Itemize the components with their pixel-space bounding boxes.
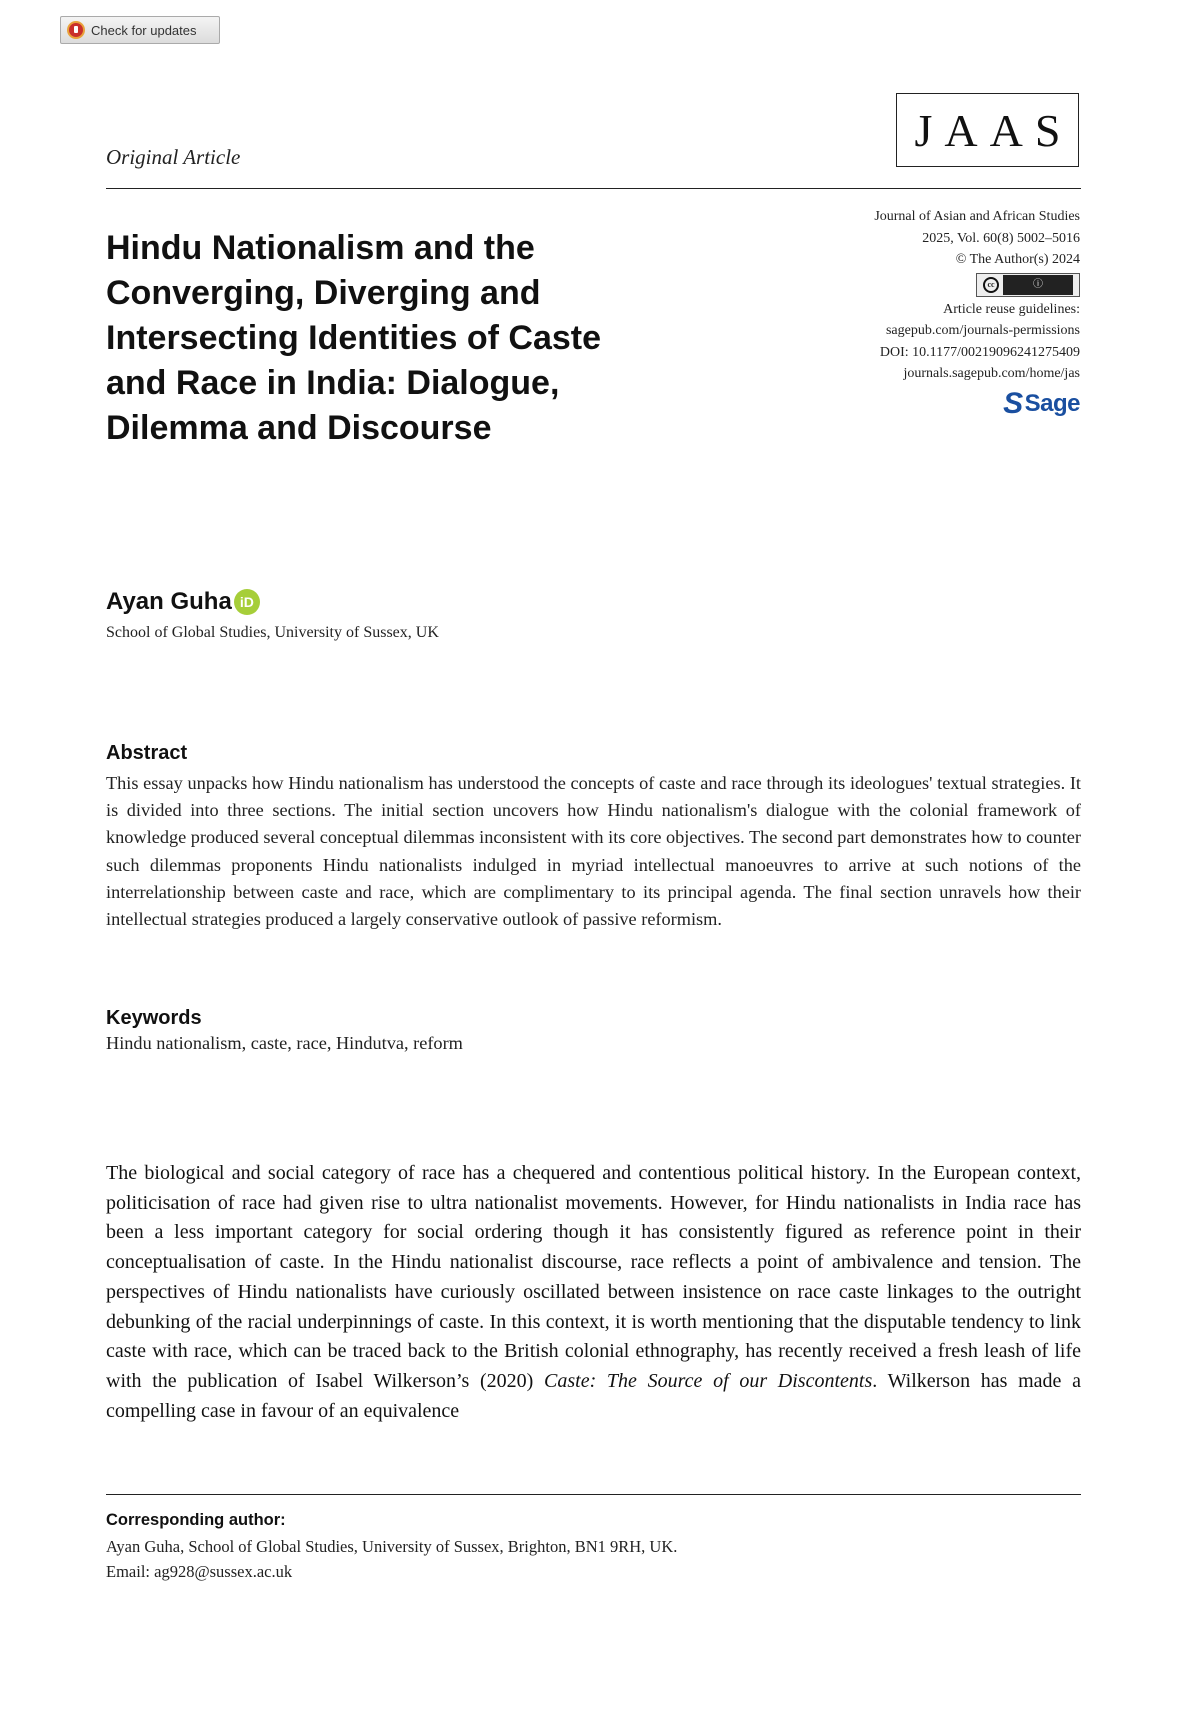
body-paragraph [106, 1159, 1081, 1426]
book-title: Caste: The Source of our Discontents [544, 1369, 873, 1392]
cc-by-icon: ⓘ [1003, 275, 1073, 295]
copyright: © The Author(s) 2024 [955, 252, 1080, 267]
header-divider [106, 188, 1081, 189]
author-line [106, 588, 260, 616]
abstract-heading: Abstract [106, 742, 188, 764]
keywords-heading: Keywords [106, 1007, 202, 1029]
reuse-guidelines-label: Article reuse guidelines: [943, 301, 1080, 317]
journal-url[interactable]: journals.sagepub.com/home/jas [903, 366, 1080, 381]
doi[interactable]: DOI: 10.1177/00219096241275409 [879, 344, 1080, 360]
author-affiliation: School of Global Studies, University of Sussex, UK [106, 624, 439, 641]
journal-volume: 2025, Vol. 60(8) 5002–5016 [922, 230, 1080, 246]
cc-license-badge[interactable] [976, 273, 1080, 297]
sage-s-icon: S [1003, 386, 1023, 420]
article-type: Original Article [106, 145, 241, 169]
check-updates-label: Check for updates [91, 22, 197, 38]
sage-logo [1003, 386, 1080, 420]
corresponding-author-address: Ayan Guha, School of Global Studies, University of Sussex, Brighton, BN1 9RH, UK. [106, 1537, 678, 1556]
journal-metadata [874, 206, 1080, 420]
abstract-text: This essay unpacks how Hindu nationalism has understood the concepts of caste and race through its ideologues' textual strategies. It is divided into three sections. The initial section uncovers how Hindu nationalism's dialogue with the colonial framework of knowledge produced several conceptual dilemmas inconsistent with its core objectives. The second part demonstrates how to counter such dilemmas proponents Hindu nationalists indulged in myriad intellectual manoeuvres to arrive at such notions of the interrelationship between caste and race, which are complimentary to its principal agenda. The final section unravels how their intellectual strategies produced a largely conservative outlook of passive reformism. [106, 773, 1081, 930]
keywords-list: Hindu nationalism, caste, race, Hindutva, reform [106, 1033, 463, 1053]
orcid-icon[interactable]: iD [234, 589, 260, 615]
journal-name: Journal of Asian and African Studies [874, 209, 1080, 224]
reuse-guidelines-link[interactable]: sagepub.com/journals-permissions [885, 323, 1080, 338]
crossmark-icon [67, 21, 85, 39]
sage-logo-text: Sage [1024, 389, 1080, 417]
corresponding-author-heading: Corresponding author: [106, 1511, 286, 1529]
author-name: Ayan Guha [106, 588, 232, 615]
footnote-divider [106, 1494, 1081, 1495]
body-text-end: . Wilkerson has made a compelling case in favour of an equivalence [106, 1369, 1081, 1422]
cc-icon: cc [983, 277, 999, 293]
body-text-start: The biological and social category of race has a chequered and contentious political history. In the European context, politicisation of race had given rise to ultra nationalist movements. However, for Hindu nationalists in India race has been a less important category for social ordering though it has consistently figured as reference point in their conceptualisation of caste. In the Hindu nationalist discourse, race reflects a point of ambivalence and tension. The perspectives of Hindu nationalists have curiously oscillated between insistence on race caste linkages to the outright debunking of the racial underpinnings of caste. In this context, it is worth mentioning that the disputable tendency to link caste with race, which can be traced back to the British colonial ethnography, has recently received a fresh leash of life with the publication of Isabel Wilkerson’s (2020) [106, 1162, 1081, 1392]
corresponding-author-email[interactable]: Email: ag928@sussex.ac.uk [106, 1562, 293, 1581]
article-title: Hindu Nationalism and the Converging, Diverging and Intersecting Identities of Caste and Race in India: Dialogue, Dilemma and Discourse [106, 229, 601, 447]
check-for-updates-button[interactable] [60, 16, 220, 44]
journal-logo: JAAS [896, 93, 1079, 167]
